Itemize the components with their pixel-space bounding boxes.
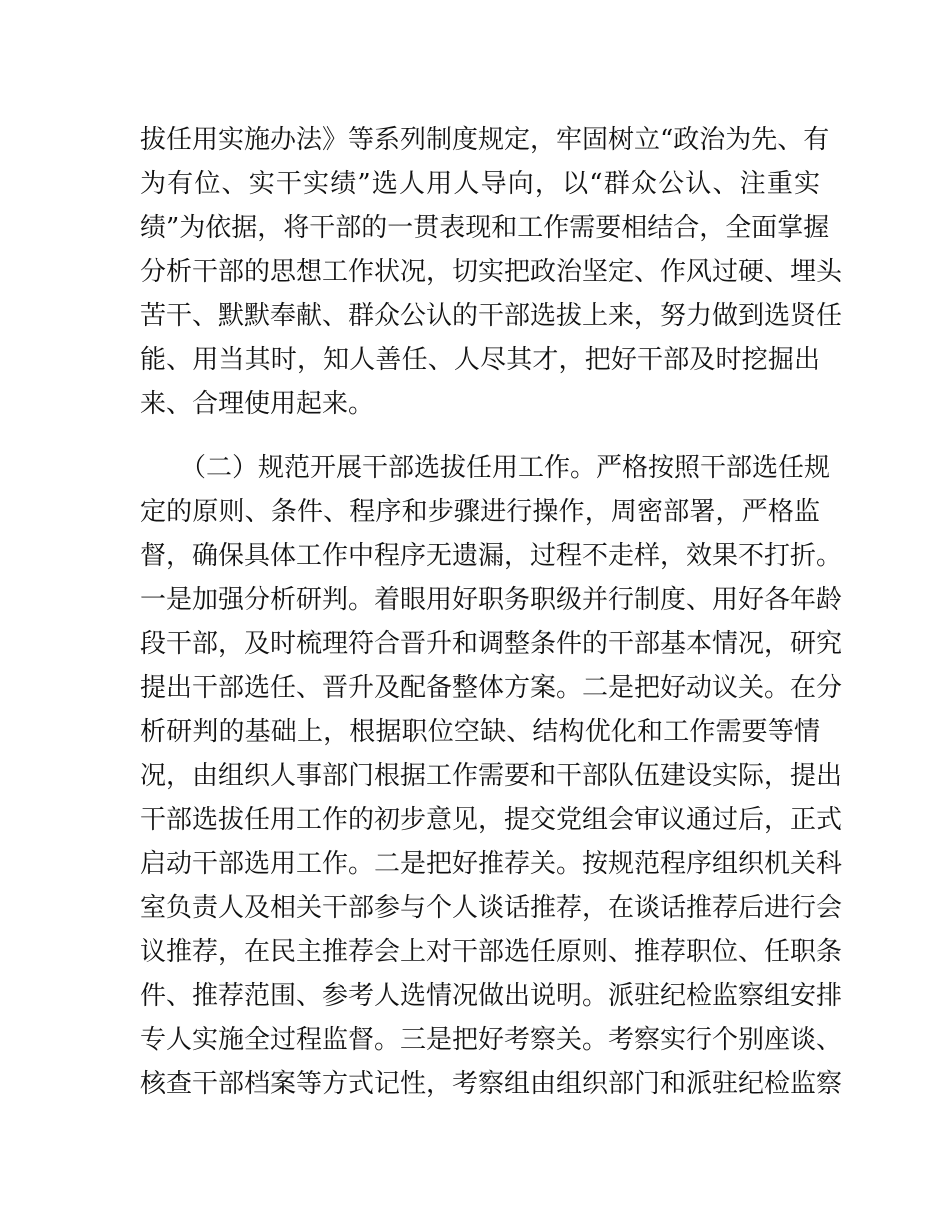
- paragraph-line: 启动干部选用工作。二是把好推荐关。按规范程序组织机关科: [140, 849, 843, 879]
- paragraph-line: 能、用当其时，知人善任、人尽其才，把好干部及时挖掘出: [140, 345, 820, 375]
- paragraph-line: 室负责人及相关干部参与个人谈话推荐，在谈话推荐后进行会: [140, 893, 843, 923]
- paragraph-line: 段干部，及时梳理符合晋升和调整条件的干部基本情况，研究: [140, 629, 843, 659]
- paragraph-line: 干部选拔任用工作的初步意见，提交党组会审议通过后，正式: [140, 805, 843, 835]
- section-heading-line: （二）规范开展干部选拔任用工作。严格按照干部选任规: [180, 453, 831, 483]
- paragraph-line: 件、推荐范围、参考人选情况做出说明。派驻纪检监察组安排: [140, 981, 843, 1011]
- paragraph-line: 督，确保具体工作中程序无遗漏，过程不走样，效果不打折。: [140, 541, 843, 571]
- paragraph-line: 一是加强分析研判。着眼用好职务职级并行制度、用好各年龄: [140, 585, 843, 615]
- paragraph-line: 定的原则、条件、程序和步骤进行操作，周密部署，严格监: [140, 497, 820, 527]
- paragraph-line: 苦干、默默奉献、群众公认的干部选拔上来，努力做到选贤任: [140, 301, 843, 331]
- paragraph-line: 为有位、实干实绩”选人用人导向，以“群众公认、注重实: [140, 169, 820, 199]
- paragraph-line: 核查干部档案等方式记性，考察组由组织部门和派驻纪检监察: [140, 1069, 843, 1099]
- paragraph-line: 专人实施全过程监督。三是把好考察关。考察实行个别座谈、: [140, 1025, 843, 1055]
- paragraph-line: 提出干部选任、晋升及配备整体方案。二是把好动议关。在分: [140, 673, 843, 703]
- paragraph-line: 绩”为依据，将干部的一贯表现和工作需要相结合，全面掌握: [140, 213, 830, 243]
- document-body: [140, 118, 843, 1106]
- paragraph-line: 议推荐，在民主推荐会上对干部选任原则、推荐职位、任职条: [140, 937, 843, 967]
- paragraph-line: 拔任用实施办法》等系列制度规定，牢固树立“政治为先、有: [140, 125, 830, 155]
- paragraph-line: 析研判的基础上，根据职位空缺、结构优化和工作需要等情: [140, 717, 820, 747]
- paragraph-line: 来、合理使用起来。: [140, 389, 375, 419]
- paragraph-line: 分析干部的思想工作状况，切实把政治坚定、作风过硬、埋头: [140, 257, 843, 287]
- paragraph-line: 况，由组织人事部门根据工作需要和干部队伍建设实际，提出: [140, 761, 843, 791]
